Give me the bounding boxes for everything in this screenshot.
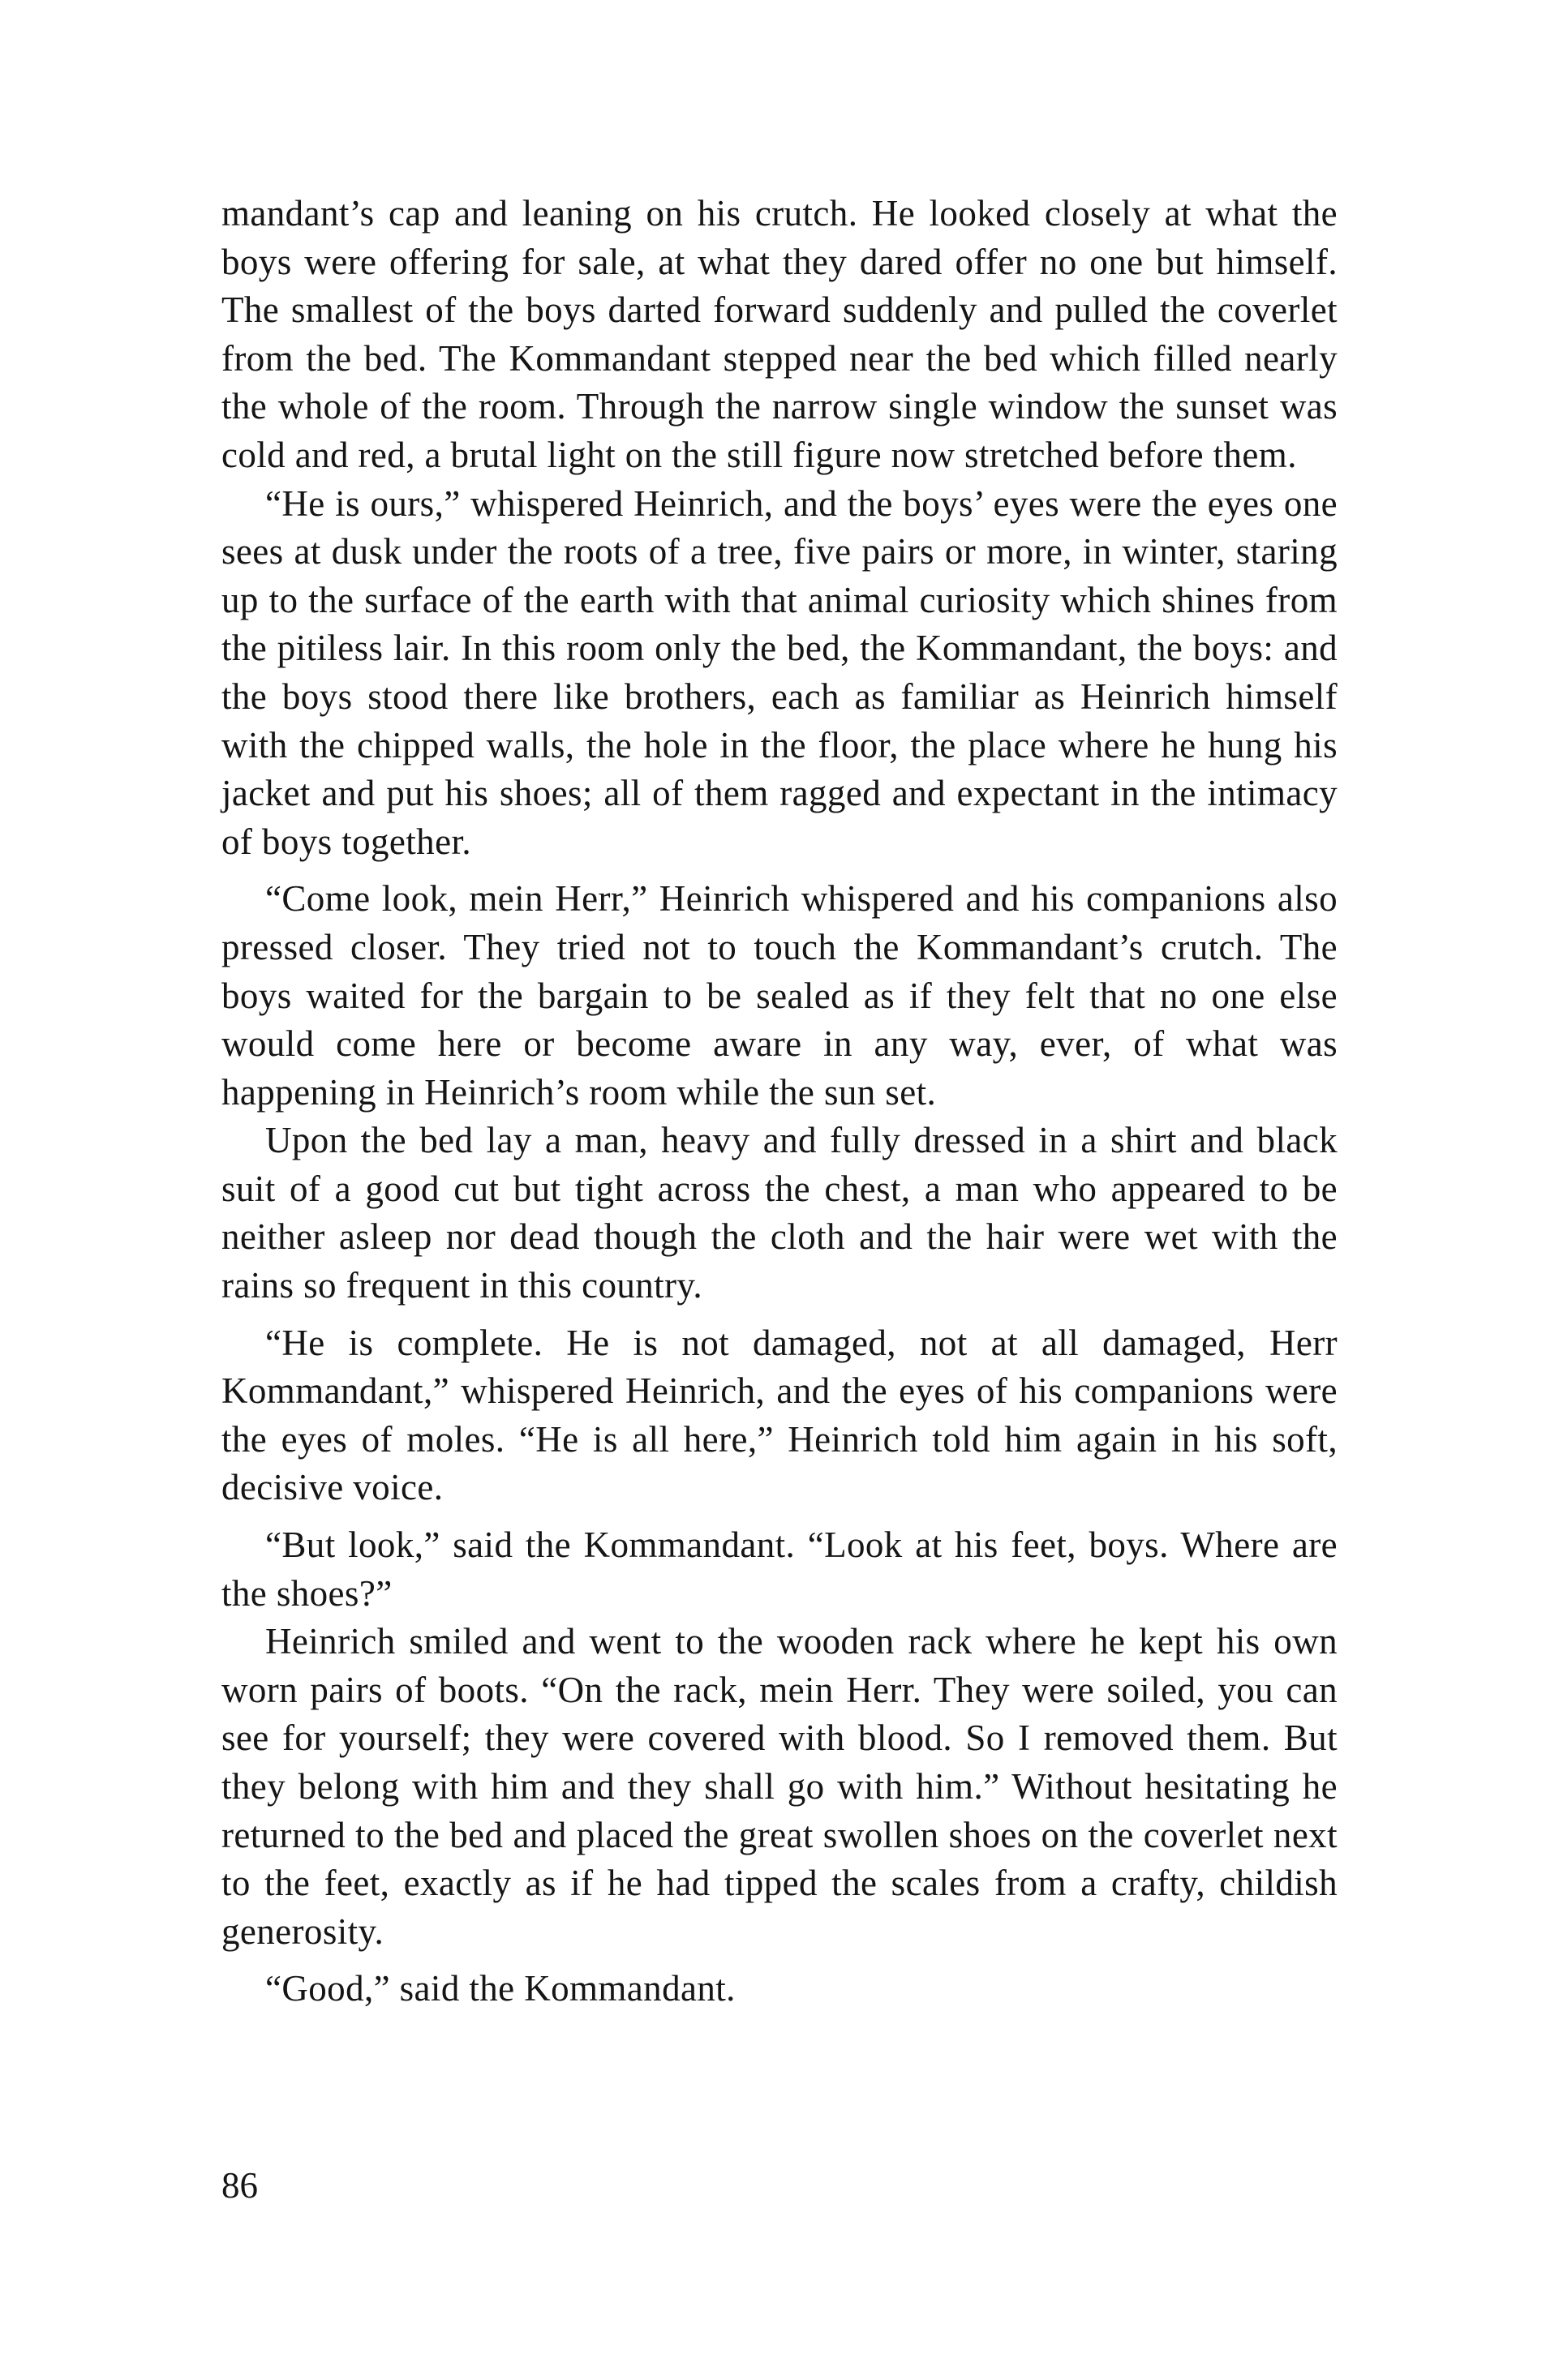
paragraph-8: “Good,” said the Kommandant. <box>265 1968 736 2009</box>
paragraph-1: mandant’s cap and leaning on his crutch. He looked closely at what the boys were offering for sale, at what they dared offer no one but himself. The smallest of the boys darted forward suddenly and pulled the coverlet from the bed. The Kommandant stepped near the bed which filled nearly the whole of the room. Through the narrow single window the sunset was cold and red, a brutal light on the still figure now stretched before them. <box>221 193 1338 475</box>
paragraph-7: Heinrich smiled and went to the wooden rack where he kept his own worn pairs of boots. “On the rack, mein Herr. They were soiled, you can see for yourself; they were covered with blood. So I removed them. But they belong with him and they shall go with him.” Without hesitating he returned to the bed and placed the great swollen shoes on the coverlet next to the feet, exactly as if he had tipped the scales from a crafty, childish generosity. <box>221 1621 1338 1952</box>
page-number: 86 <box>221 2165 258 2206</box>
paragraph-3: “Come look, mein Herr,” Heinrich whispered and his companions also pressed closer. They tried not to touch the Kommandant’s crutch. The boys waited for the bargain to be sealed as if they felt that no one else would come here or become aware in any way, ever, of what was happening in Heinrich’s room while the sun set. <box>221 878 1338 1113</box>
body-text <box>221 190 1338 2013</box>
paragraph-6: “But look,” said the Kommandant. “Look at his feet, boys. Where are the shoes?” <box>221 1524 1338 1614</box>
paragraph-2: “He is ours,” whispered Heinrich, and the boys’ eyes were the eyes one sees at dusk under the roots of a tree, five pairs or more, in winter, staring up to the surface of the earth with that animal curiosity which shines from the pitiless lair. In this room only the bed, the Kommandant, the boys: and the boys stood there like brothers, each as familiar as Heinrich himself with the chipped walls, the hole in the floor, the place where he hung his jacket and put his shoes; all of them ragged and expectant in the intimacy of boys together. <box>221 482 1338 862</box>
paragraph-5: “He is complete. He is not damaged, not at all damaged, Herr Kommandant,” whispered Heinrich, and the eyes of his companions were the eyes of moles. “He is all here,” Heinrich told him again in his soft, decisive voice. <box>221 1322 1338 1508</box>
paragraph-4: Upon the bed lay a man, heavy and fully dressed in a shirt and black suit of a good cut but tight across the chest, a man who appeared to be neither asleep nor dead though the cloth and the hair were wet with the rains so frequent in this country. <box>221 1120 1338 1306</box>
